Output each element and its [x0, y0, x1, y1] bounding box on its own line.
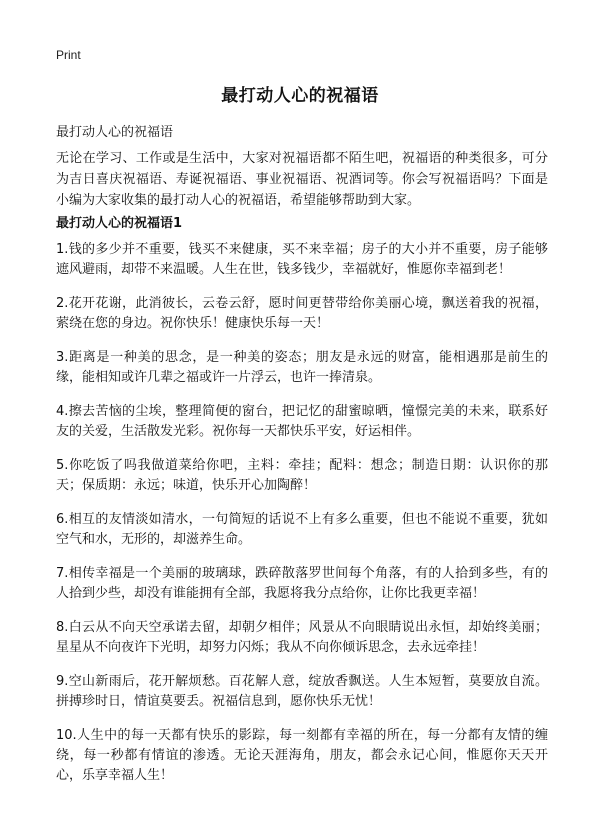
- list-item: 10.人生中的每一天都有快乐的影踪，每一刻都有幸福的所在，每一分都有友情的缠绕，每一秒都有情谊的渗透。无论天涯海角，朋友，都会永记心间，惟愿你天天开心，乐享幸福人生！: [56, 728, 548, 783]
- page-title: 最打动人心的祝福语: [221, 86, 379, 106]
- blessing-list: [56, 240, 548, 786]
- article-subtitle: 最打动人心的祝福语: [56, 125, 174, 140]
- list-item: 6.相互的友情淡如清水，一句简短的话说不上有多么重要，但也不能说不重要，犹如空气和水，无形的，却滋养生命。: [56, 512, 548, 547]
- list-item: 5.你吃饭了吗我做道菜给你吧，主料：牵挂；配料：想念；制造日期：认识你的那天；保质期：永远；味道，快乐开心加陶醉！: [56, 458, 548, 493]
- list-item: 1.钱的多少并不重要，钱买不来健康，买不来幸福；房子的大小并不重要，房子能够遮风避雨，却带不来温暖。人生在世，钱多钱少，幸福就好，惟愿你幸福到老！: [56, 242, 548, 277]
- intro-paragraph: 无论在学习、工作或是生活中，大家对祝福语都不陌生吧，祝福语的种类很多，可分为吉日喜庆祝福语、寿诞祝福语、事业祝福语、祝酒词等。你会写祝福语吗？下面是小编为大家收集的最打动人心的祝福语，希望能够帮助到大家。: [56, 151, 548, 208]
- list-item: 3.距离是一种美的思念，是一种美的姿态；朋友是永远的财富，能相遇那是前生的缘，能相知或许几辈之福或许一片浮云，也许一捧清泉。: [56, 350, 548, 385]
- list-item: 2.花开花谢，此消彼长，云卷云舒，愿时间更替带给你美丽心境，飘送着我的祝福，萦绕在您的身边。祝你快乐！健康快乐每一天！: [56, 296, 548, 331]
- print-link[interactable]: Print: [56, 48, 81, 62]
- section-heading: 最打动人心的祝福语1: [56, 216, 183, 231]
- list-item: 4.擦去苦恼的尘埃，整理简便的窗台，把记忆的甜蜜晾晒，憧憬完美的未来，联系好友的关爱，生活散发光彩。祝你每一天都快乐平安，好运相伴。: [56, 404, 548, 439]
- list-item: 8.白云从不向天空承诺去留，却朝夕相伴；风景从不向眼睛说出永恒，却始终美丽；星星从不向夜许下光明，却努力闪烁；我从不向你倾诉思念，去永远牵挂！: [56, 620, 548, 655]
- list-item: 9.空山新雨后，花开解烦愁。百花解人意，绽放香飘送。人生本短暂，莫要放自流。拼搏珍时日，情谊莫要丢。祝福信息到，愿你快乐无忧！: [56, 674, 548, 709]
- list-item: 7.相传幸福是一个美丽的玻璃球，跌碎散落罗世间每个角落，有的人拾到多些，有的人拾到少些，却没有谁能拥有全部，我愿将我分点给你，让你比我更幸福！: [56, 566, 548, 601]
